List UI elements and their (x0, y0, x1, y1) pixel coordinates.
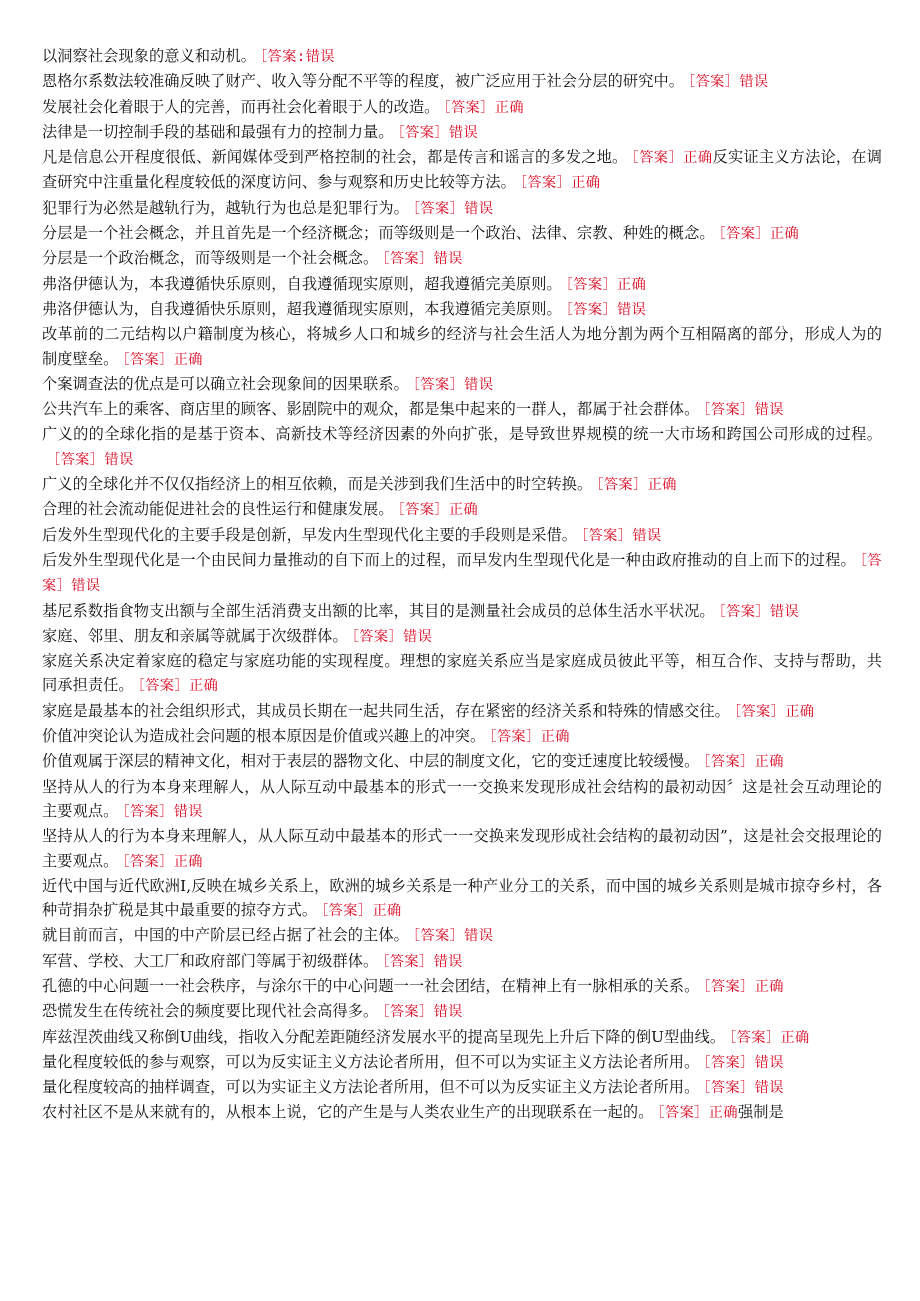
answer-label: ［答案］ (596, 477, 648, 494)
answer-label: ［答案］ (397, 502, 449, 519)
statement: 农村社区不是从来就有的，从根本上说，它的产生是与人类农业生产的出现联系在一起的。 ［答案］正确强制是 (42, 1103, 784, 1122)
answer-value: 正确 (708, 1105, 738, 1122)
statement: 量化程度较高的抽样调查，可以为实证主义方法论者所用，但不可以为反实证主义方法论者所用。 ［答案］错误 (42, 1078, 784, 1097)
answer-label: ［答案］ (137, 678, 189, 695)
answer-value: 错误 (632, 527, 662, 544)
statement: 分层是一个社会概念，并且首先是一个经济概念；而等级则是一个政治、法律、宗教、种姓的概念。 ［答案］正确 (42, 224, 800, 243)
answer-value: 正确 (769, 226, 800, 243)
answer-value: 正确 (571, 175, 601, 192)
statement-continuation: 强制是 (737, 1103, 784, 1122)
statement: 近代中国与近代欧洲I,反映在城乡关系上，欧洲的城乡关系是一种产业分工的关系，而中国的城乡关系则是城市掠夺乡村，各种苛捐杂扩税是其中最重要的掠夺方式。 ［答案］正确 (42, 876, 882, 920)
answer-label: ［答案］ (412, 200, 465, 217)
answer-value: 正确 (189, 678, 219, 695)
answer-label: ［答案］ (397, 124, 449, 141)
answer-value: 正确 (173, 853, 203, 870)
answer-value: 错误 (464, 376, 494, 393)
answer-label: ［答案］ (42, 552, 882, 595)
statement: 库兹涅茨曲线又称倒U曲线，指收入分配差距随经济发展水平的提高呈现先上升后下降的倒U型曲线。 ［答案］正确 (42, 1027, 810, 1046)
answer-value: 错误 (769, 603, 800, 620)
answer-value: 正确 (780, 1029, 810, 1046)
statement: 军营、学校、大工厂和政府部门等属于初级群体。 ［答案］错误 (42, 951, 463, 970)
answer-label: ［答案］ (565, 276, 618, 293)
statement: 发展社会化着眼于人的完善，而再社会化着眼于人的改造。 ［答案］正确 (42, 97, 524, 116)
statement: 改革前的二元结构以户籍制度为核心，将城乡人口和城乡的经济与社会生活人为地分割为两个互相隔离的部分，形成人为的制度壁垒。 ［答案］正确 (42, 325, 882, 368)
statement: 后发外生型现代化是一个由民间力量推动的自下而上的过程，而早发内生型现代化是一种由政府推动的自上而下的过程。 ［答案］错误 (42, 550, 882, 595)
statement: 分层是一个政治概念，而等级则是一个社会概念。 ［答案］错误 (42, 249, 463, 268)
answer-label: ［答案］ (46, 451, 105, 468)
statement: 基尼系数指食物支出额与全部生活消费支出额的比率，其目的是测量社会成员的总体生活水平状况。 ［答案］错误 (42, 601, 800, 620)
answer-label: ［答案］ (122, 351, 174, 368)
answer-value: 错误 (754, 402, 784, 419)
answer-label: ［答案］ (443, 99, 495, 116)
answer-value: 错误 (754, 1080, 784, 1097)
statement: 合理的社会流动能促进社会的良性运行和健康发展。 ［答案］正确 (42, 500, 479, 519)
statement: 个案调查法的优点是可以确立社会现象间的因果联系。 ［答案］错误 (42, 374, 494, 393)
statement: 公共汽车上的乘客、商店里的顾客、影剧院中的观众，都是集中起来的一群人，都属于社会群体。 ［答案］错误 (42, 400, 784, 419)
answer-label: ［答案］ (122, 853, 174, 870)
answer-label: ［答案］ (703, 978, 755, 995)
statement: 广义的全球化并不仅仅指经济上的相互依赖，而是关涉到我们生活中的时空转换。 ［答案］正确 (42, 475, 677, 494)
statement: 量化程度较低的参与观察，可以为反实证主义方法论者所用，但不可以为实证主义方法论者所用。 ［答案］错误 (42, 1052, 784, 1071)
answer-value: 错误 (464, 200, 494, 217)
statement: 广义的的全球化指的是基于资本、高新技术等经济因素的外向扩张，是导致世界规模的统一大市场和跨国公司形成的过程。［答案］错误 (42, 425, 882, 468)
answer-value: 错误 (433, 1004, 463, 1021)
answer-label: ［答案］ (412, 376, 465, 393)
answer-label: ［答案］ (412, 928, 465, 945)
answer-value: 正确 (372, 903, 402, 920)
statement: 价值观属于深层的精神文化，相对于表层的器物文化、中层的制度文化，它的变迁速度比较缓慢。 ［答案］正确 (42, 752, 784, 771)
answer-value: 错误 (739, 74, 769, 91)
statement: 恐慌发生在传统社会的频度要比现代社会高得多。 ［答案］错误 (42, 1002, 463, 1021)
statement: 坚持从人的行为本身来理解人，从人际互动中最基本的形式一一交换来发现形成社会结构的最初动因”，这是社会交报理论的主要观点。 ［答案］正确 (42, 827, 882, 870)
answer-value: 正确 (540, 729, 570, 746)
statement: 价值冲突论认为造成社会问题的根本原因是价值或兴趣上的冲突。 ［答案］正确 (42, 727, 570, 746)
answer-label: ［答案］ (688, 74, 740, 91)
statement: 坚持从人的行为本身来理解人，从人际互动中最基本的形式一一交换来发现形成社会结构的最初动因〞这是社会互动理论的主要观点。 ［答案］错误 (42, 777, 882, 820)
answer-label: ［答案］ (321, 903, 373, 920)
answer-label: ［答案］ (703, 754, 755, 771)
answer-label: ［答案］ (351, 628, 404, 645)
statement: 以洞察社会现象的意义和动机。 ［答案:错误 (42, 47, 335, 65)
answer-value: 正确 (754, 978, 784, 995)
answer-value: 正确 (785, 703, 815, 720)
answer-value: 正确 (617, 276, 647, 293)
answer-label: ［答案］ (122, 803, 174, 820)
answer-label: ［答案］ (718, 226, 770, 243)
statement: 家庭是最基本的社会组织形式，其成员长期在一起共同生活，存在紧密的经济关系和特殊的情感交往。 ［答案］正确 (42, 701, 815, 720)
answer-label: ［答案］ (382, 251, 434, 268)
answer-label: ［答案］ (565, 301, 618, 318)
answer-value: 正确 (647, 477, 677, 494)
answer-value: 错误 (104, 451, 134, 468)
statement: 后发外生型现代化的主要手段是创新，早发内生型现代化主要的手段则是采借。 ［答案］错误 (42, 525, 662, 544)
answer-label: ［答案: (260, 49, 306, 65)
document-page (42, 44, 882, 1126)
answer-value: 正确 (494, 99, 524, 116)
answer-value: 错误 (433, 251, 463, 268)
statement: 家庭、邻里、朋友和亲属等就属于次级群体。 ［答案］错误 (42, 626, 433, 645)
answer-value: 错误 (403, 628, 433, 645)
answer-value: 正确 (448, 502, 479, 519)
statement: 家庭关系决定着家庭的稳定与家庭功能的实现程度。理想的家庭关系应当是家庭成员彼此平等，相互合作、支持与帮助，共同承担责任。 ［答案］正确 (42, 652, 882, 695)
statement: 恩格尔系数法较准确反映了财产、收入等分配不平等的程度，被广泛应用于社会分层的研究中。 ［答案］错误 (42, 72, 769, 91)
statement: 法律是一切控制手段的基础和最强有力的控制力量。 ［答案］错误 (42, 122, 479, 141)
statement: 孔德的中心问题一一社会秩序，与涂尔干的中心问题一一社会团结，在精神上有一脉相承的关系。 ［答案］正确 (42, 976, 784, 995)
answer-value: 正确 (173, 351, 203, 368)
answer-value: 正确 (683, 150, 713, 167)
answer-value: 错误 (173, 803, 203, 820)
answer-label: ［答案］ (718, 603, 770, 620)
answer-label: ［答案］ (657, 1105, 709, 1122)
answer-value: 错误 (305, 49, 335, 65)
answer-value: 错误 (464, 928, 494, 945)
answer-label: ［答案］ (703, 1054, 755, 1071)
answer-value: 错误 (617, 301, 647, 318)
statement: 弗洛伊德认为，本我遵循快乐原则，自我遵循现实原则，超我遵循完美原则。 ［答案］正确 (42, 274, 647, 293)
answer-value: 错误 (448, 124, 479, 141)
answer-value: 错误 (433, 953, 463, 970)
answer-label: ［答案］ (382, 953, 434, 970)
statement: 凡是信息公开程度很低、新闻媒体受到严格控制的社会，都是传言和谣言的多发之地。 ［答案］正确反实证主义方法论，在调查研究中注重量化程度较低的深度访问、参与观察和历史比较等方法。 ［答案］正确 (42, 148, 882, 192)
answer-label: ［答案］ (519, 175, 572, 192)
answer-label: ［答案］ (631, 150, 684, 167)
answer-label: ［答案］ (703, 1080, 755, 1097)
answer-label: ［答案］ (581, 527, 633, 544)
answer-value: 错误 (71, 578, 101, 595)
answer-value: 错误 (754, 1054, 784, 1071)
answer-label: ［答案］ (489, 729, 541, 746)
statement: 犯罪行为必然是越轨行为，越轨行为也总是犯罪行为。 ［答案］错误 (42, 198, 494, 217)
answer-label: ［答案］ (382, 1004, 434, 1021)
answer-label: ［答案］ (703, 402, 755, 419)
statement: 弗洛伊德认为，自我遵循快乐原则，超我遵循现实原则，本我遵循完美原则。 ［答案］错误 (42, 299, 647, 318)
statement: 就目前而言，中国的中产阶层已经占据了社会的主体。 ［答案］错误 (42, 926, 494, 945)
statement-continuation: 反实证主义方法论，在调查研究中注重量化程度较低的深度访问、参与观察和历史比较等方法。 (42, 148, 882, 192)
answer-value: 正确 (754, 754, 784, 771)
answer-label: ［答案］ (733, 703, 786, 720)
answer-label: ［答案］ (729, 1029, 781, 1046)
